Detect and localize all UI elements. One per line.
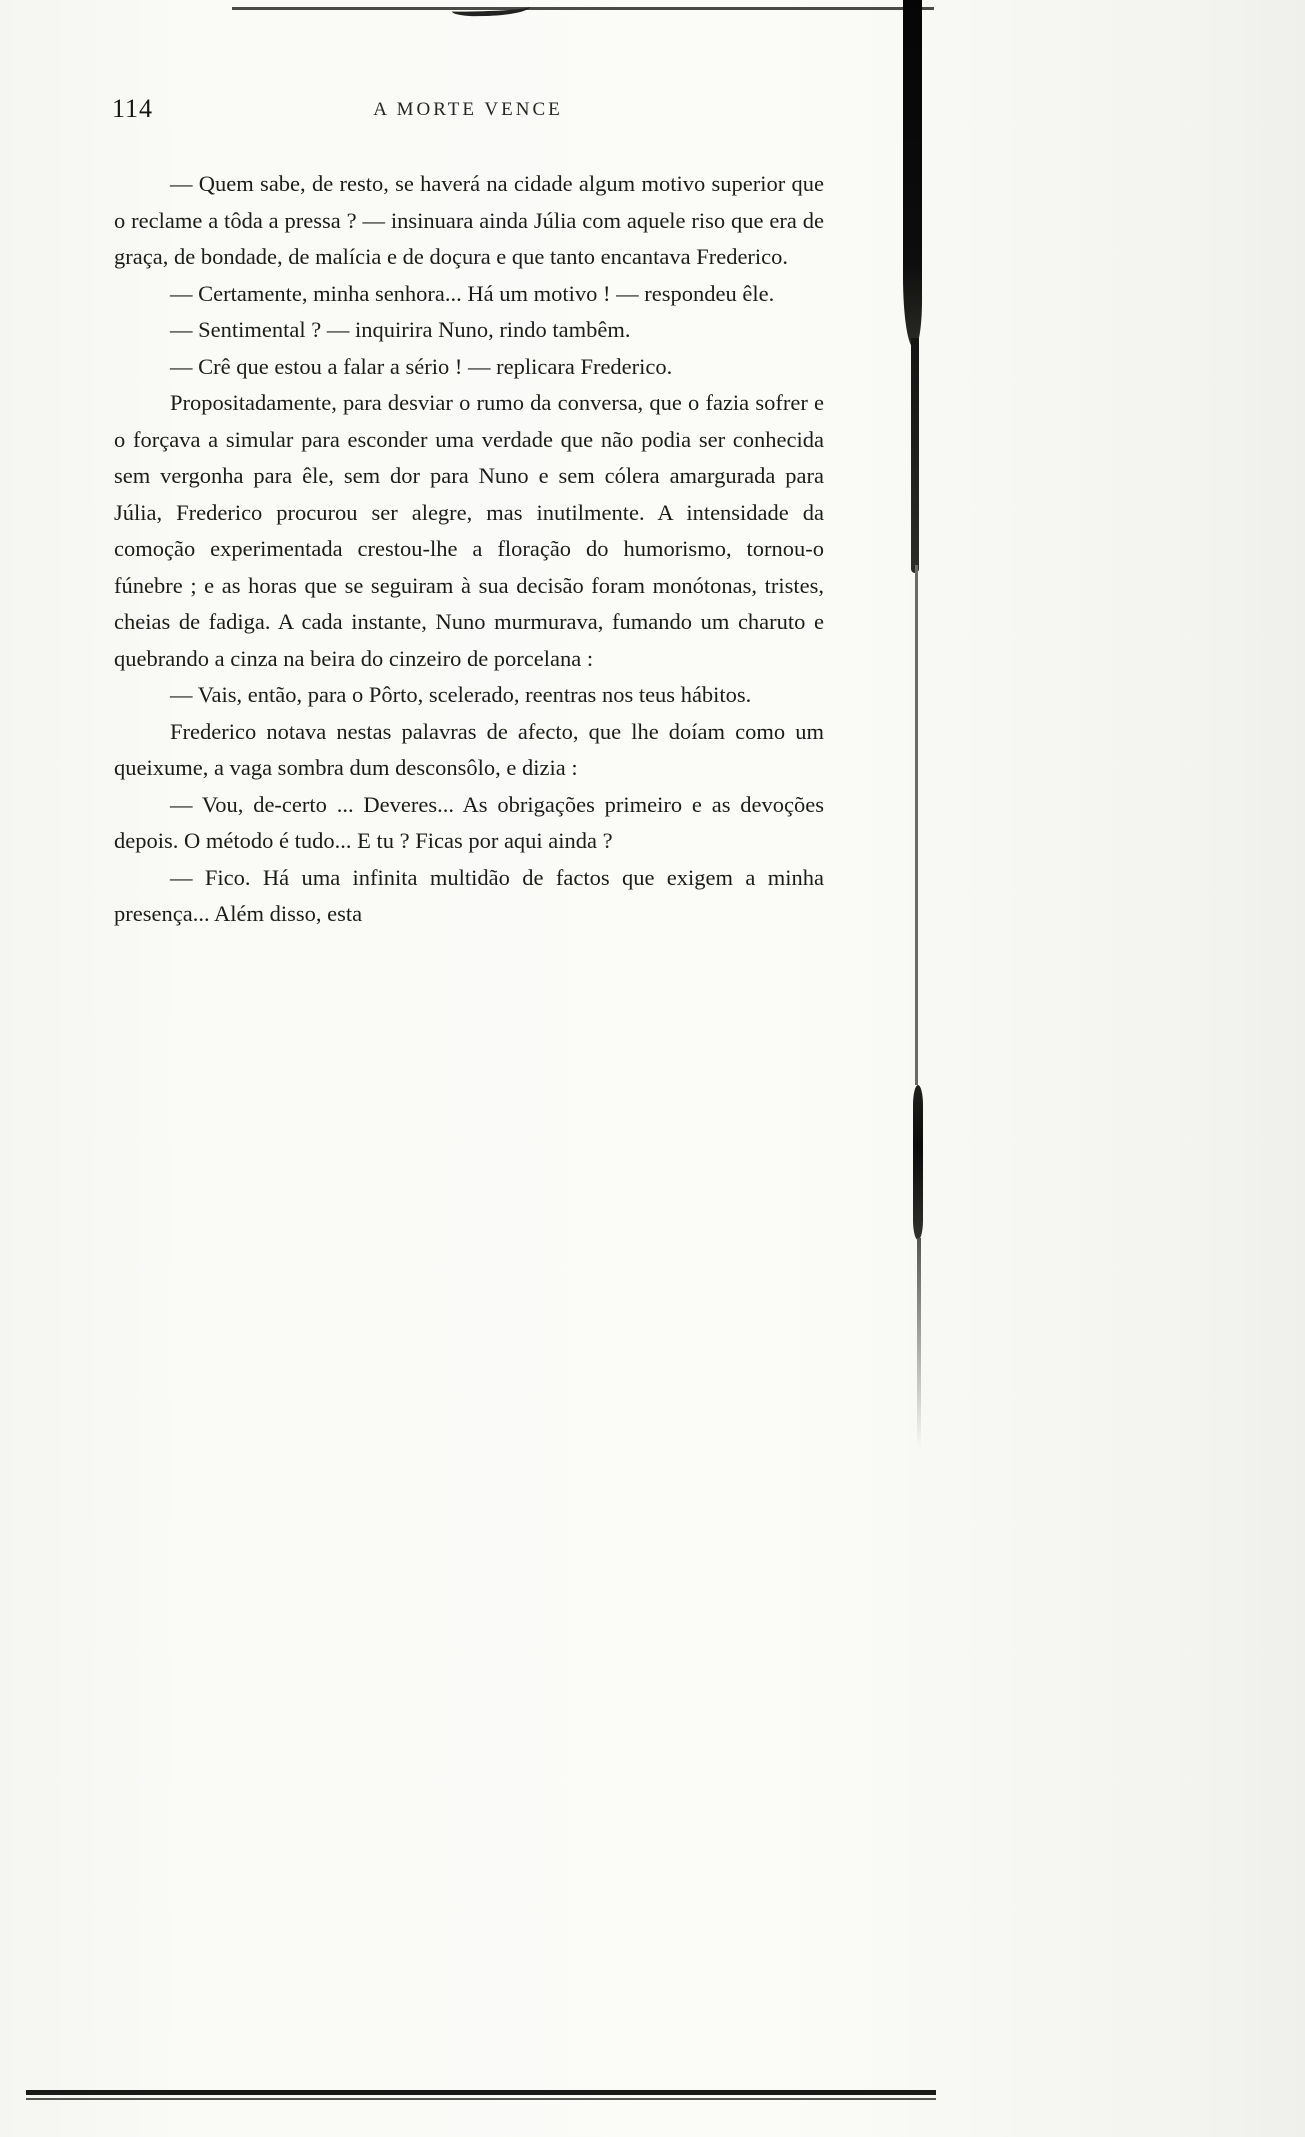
paragraph: Frederico notava nestas palavras de afecto, que lhe doíam como um queixume, a vaga sombra dum desconsôlo, e dizia :: [114, 718, 824, 780]
binding-shadow-mid: [911, 338, 919, 573]
page-header: [112, 94, 824, 128]
page-number: 114: [112, 94, 154, 123]
paragraph: — Vais, então, para o Pôrto, scelerado, reentras nos teus hábitos.: [170, 682, 752, 707]
page-top-rule: [232, 7, 934, 10]
binding-shadow-fade: [917, 1238, 921, 1448]
paragraph: — Sentimental ? — inquirira Nuno, rindo tambêm.: [170, 317, 631, 342]
binding-shadow-thin: [915, 565, 918, 1085]
paragraph: — Quem sabe, de resto, se haverá na cidade algum motivo superior que o reclame a tôda a pressa ? — insinuara ainda Júlia com aquele riso que era de graça, de bondade, de malícia e de doçura e que tanto encantava Frederico.: [114, 171, 824, 269]
paragraph: Propositadamente, para desviar o rumo da conversa, que o fazia sofrer e o forçava a simular para esconder uma verdade que não podia ser conhecida sem vergonha para êle, sem dor para Nuno e sem cólera amargurada para Júlia, Frederico procurou ser alegre, mas inutilmente. A intensidade da comoção experimentada crestou-lhe a floração do humorismo, tornou-o fúnebre ; e as horas que se seguiram à sua decisão foram monótonas, tristes, cheias de fadiga. A cada instante, Nuno murmurava, fumando um charuto e quebrando a cinza na beira do cinzeiro de porcelana :: [114, 390, 824, 671]
running-title: A MORTE VENCE: [373, 99, 563, 120]
paragraph: — Crê que estou a falar a sério ! — replicara Frederico.: [170, 353, 673, 379]
text-block: [114, 166, 824, 933]
paragraph: — Certamente, minha senhora... Há um motivo ! — respondeu êle.: [170, 280, 775, 306]
paragraph: — Vou, de-certo ... Deveres... As obrigações primeiro e as devoções depois. O método é tudo... E tu ? Ficas por aqui ainda ?: [114, 791, 824, 853]
binding-shadow-top: [903, 0, 922, 348]
page-bottom-rule: [26, 2090, 936, 2095]
page-bottom-rule-echo: [26, 2098, 936, 2100]
binding-shadow-lower: [913, 1085, 923, 1240]
paragraph: — Fico. Há uma infinita multidão de factos que exigem a minha presença... Além disso, esta: [114, 864, 824, 926]
scan-mark: [452, 1, 530, 17]
